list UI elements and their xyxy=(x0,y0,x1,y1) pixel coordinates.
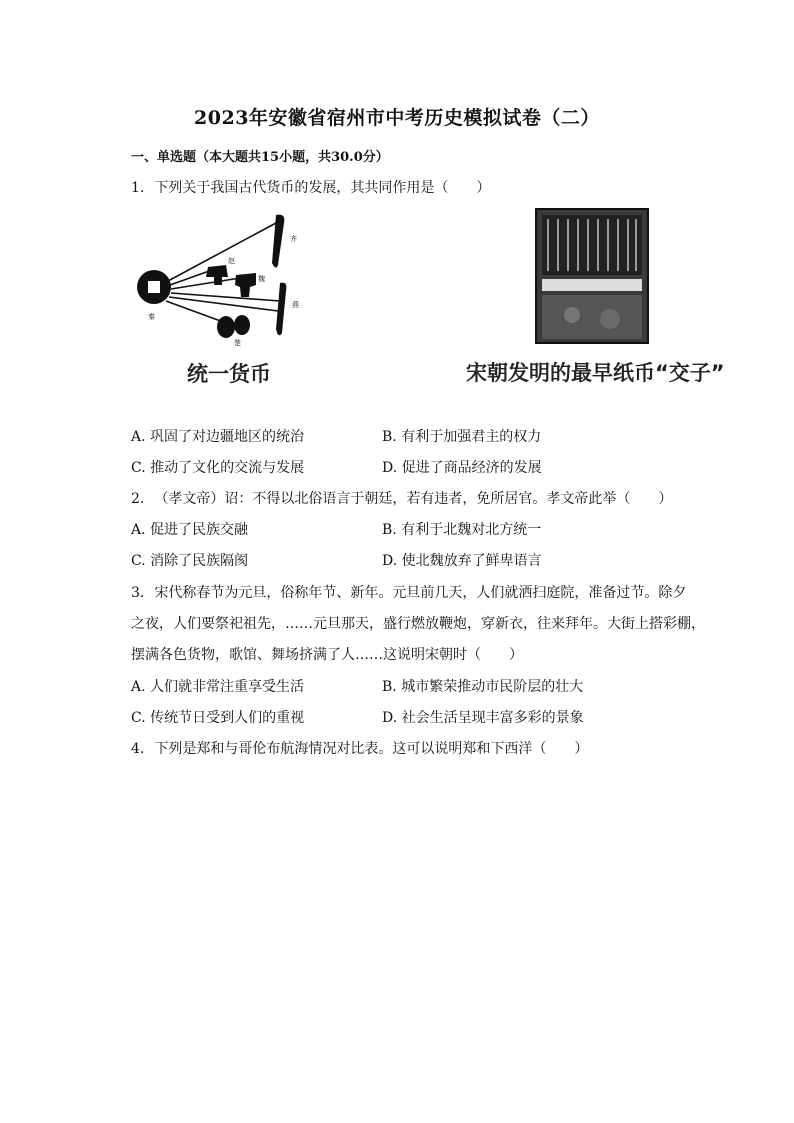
question-number: 2. xyxy=(131,491,145,507)
q2-option-a[interactable]: A. 促进了民族交融 xyxy=(131,522,249,538)
state-label-qin: 秦 xyxy=(148,313,155,321)
question-stem: 下列是郑和与哥伦布航海情况对比表。这可以说明郑和下西洋（ ） xyxy=(154,741,589,757)
q1-option-a[interactable]: A. 巩固了对边疆地区的统治 xyxy=(131,429,305,445)
question-3-line-3: 摆满各色货物，歌馆、舞场挤满了人……这说明宋朝时（ ） xyxy=(131,647,523,663)
q3-option-d[interactable]: D. 社会生活呈现丰富多彩的景象 xyxy=(382,710,584,726)
page-title: 2023年安徽省宿州市中考历史模拟试卷（二） xyxy=(194,107,600,129)
section-heading: 一、单选题（本大题共15小题，共30.0分） xyxy=(131,150,389,165)
q3-option-c[interactable]: C. 传统节日受到人们的重视 xyxy=(131,710,305,726)
q1-option-b[interactable]: B. 有利于加强君主的权力 xyxy=(382,429,542,445)
question-number: 4. xyxy=(131,741,145,757)
unified-currency-diagram xyxy=(128,205,428,385)
question-stem: 下列关于我国古代货币的发展，其共同作用是（ ） xyxy=(154,180,491,196)
question-number: 1. xyxy=(131,180,145,196)
question-number: 3. xyxy=(131,585,145,601)
jiaozi-banknote-image xyxy=(532,207,656,347)
q2-option-b[interactable]: B. 有利于北魏对北方统一 xyxy=(382,522,542,538)
state-label-zhao: 赵 xyxy=(228,257,235,265)
state-label-qi: 齐 xyxy=(290,235,297,243)
question-stem-line-1: 宋代称春节为元旦，俗称年节、新年。元旦前几天，人们就洒扫庭院，准备过节。除夕 xyxy=(154,585,687,601)
q2-option-c[interactable]: C. 消除了民族隔阂 xyxy=(131,553,249,569)
question-stem: （孝文帝）诏：不得以北俗语言于朝廷，若有违者，免所居官。孝文帝此举（ ） xyxy=(154,491,673,507)
q3-option-a[interactable]: A. 人们就非常注重享受生活 xyxy=(131,679,305,695)
state-label-chu: 楚 xyxy=(234,339,241,347)
q1-option-c[interactable]: C. 推动了文化的交流与发展 xyxy=(131,460,305,476)
state-label-wei: 魏 xyxy=(258,275,265,283)
right-image-caption: 宋朝发明的最早纸币“交子” xyxy=(466,361,725,385)
currency-diagram-svg xyxy=(128,205,428,385)
state-label-yan: 燕 xyxy=(292,301,299,309)
question-1 xyxy=(131,177,490,197)
question-3-line-2: 之夜，人们要祭祀祖先，……元旦那天，盛行燃放鞭炮，穿新衣，往来拜年。大街上搭彩棚， xyxy=(131,616,705,632)
q2-option-d[interactable]: D. 使北魏放弃了鲜卑语言 xyxy=(382,553,542,569)
jiaozi-svg xyxy=(532,207,656,347)
question-4 xyxy=(131,738,588,758)
question-2 xyxy=(131,488,672,508)
q1-option-d[interactable]: D. 促进了商品经济的发展 xyxy=(382,460,542,476)
left-image-caption: 统一货币 xyxy=(187,362,271,386)
q3-option-b[interactable]: B. 城市繁荣推动市民阶层的壮大 xyxy=(382,679,584,695)
question-3 xyxy=(131,582,686,602)
